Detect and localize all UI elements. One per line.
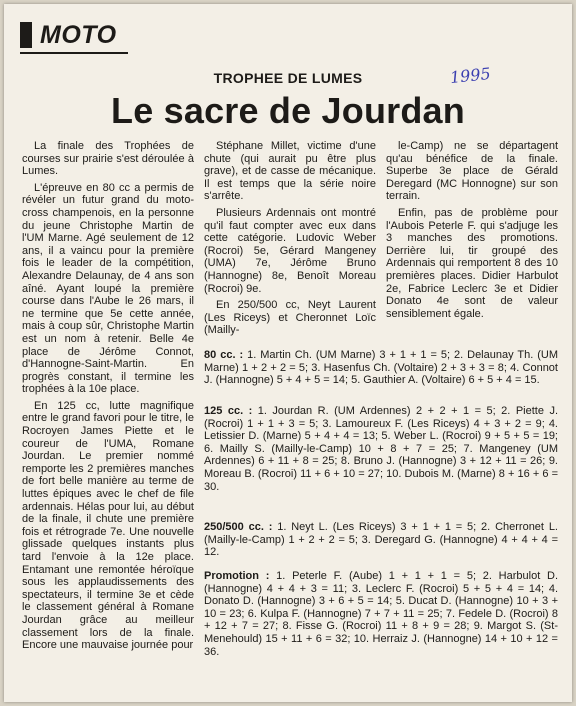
results-label: 125 cc. :	[204, 405, 253, 417]
results-250-500cc	[204, 521, 558, 559]
results-label: 250/500 cc. :	[204, 521, 273, 533]
section-label: MOTO	[40, 20, 117, 49]
results-label: 80 cc. :	[204, 349, 244, 361]
results-80cc	[204, 349, 558, 387]
results-125cc	[204, 405, 558, 493]
section-header	[20, 18, 126, 52]
article-paragraph: Stéphane Millet, victime d'une chute (qui aurait pu être plus grave), et de casse de mécanique. Il est temps que la série noire s'arrête.	[204, 140, 376, 203]
article-paragraph: L'épreuve en 80 cc a permis de révéler un futur grand du moto-cross champenois, en la personne du jeune Christophe Martin de l'UM Marne. Agé seulement de 12 ans, il a vaincu pour la première fois le leader de la compétition, Alexandre Delaunay, de 4 ans son aîné. Ayant loupé la première course dans l'Aube le 26 mars, il ne termine que 5e cette année, mais à coup sûr, Christophe Martin est un nom à retenir. Belle 4e place de Jérôme Connot, d'Hannogne-Saint-Martin. En progrès constant, il termine les trophées à la 10e place.	[22, 181, 194, 396]
newspaper-clipping	[4, 4, 572, 702]
headline: Le sacre de Jourdan	[111, 90, 465, 131]
section-bar-icon	[20, 22, 32, 48]
results-text: 1. Peterle F. (Aube) 1 + 1 + 1 = 5; 2. Harbulot D. (Hannogne) 4 + 4 + 3 = 11; 3. Leclerc F. (Rocroi) 5 + 5 + 4 = 14; 4. Donato D. (Hannogne) 3 + 6 + 5 = 14; 5. Ducat D. (Hannogne) 10 + 3 + 10 = 23; 6. Kulpa F. (Hannogne) 7 + 7 + 11 = 25; 7. Fedele D. (Rocroi) 8 + 12 + 7 = 27; 8. Fisse G. (Rocroi) 11 + 8 + 9 = 28; 9. Margot S. (St-Menehould) 15 + 11 + 6 = 32; 10. Herraiz J. (Hannogne) 14 + 10 + 12 = 36.	[204, 570, 558, 658]
article-paragraph: Plusieurs Ardennais ont montré qu'il faut compter avec eux dans cette catégorie. Ludovic Weber (Rocroi) 5e, Gérard Mangeney (UMA) 7e, Jérôme Bruno (Hannogne) 8e, Benoît Moreau (Rocroi) 9e.	[204, 206, 376, 295]
results-label: Promotion :	[204, 570, 270, 582]
article-paragraph: le-Camp) ne se départagent qu'au bénéfice de la finale. Superbe 3e place de Gérald Deregard (MC Honnogne) sur son terrain.	[386, 140, 558, 203]
article-paragraph: En 125 cc, lutte magnifique entre le grand favori pour le titre, le Rocroyen James Piette et le coureur de l'UMA, Romane Jourdan. Le premier nommé remporte les 2 premières manches de fort belle manière au terme de luttes épiques avec le chef de file ardennais. Hélas pour lui, au début de la finale, il chute une première fois et rétrograde 7e. Une nouvelle glissade quelques instants plus tard l'envoie à la 12e place. Entamant une remontée héroïque sous les applaudissements des spectateurs, il termine 3e et cède le classement général à Romane Jourdan grâce au meilleur classement lors de la finale. Encore une mauvaise journée pour	[22, 399, 194, 652]
results-promotion	[204, 570, 558, 658]
article-paragraph: La finale des Trophées de courses sur prairie s'est déroulée à Lumes.	[22, 140, 194, 178]
results-text: 1. Martin Ch. (UM Marne) 3 + 1 + 1 = 5; 2. Delaunay Th. (UM Marne) 1 + 2 + 2 = 5; 3. Hasenfus Ch. (Voltaire) 2 + 3 + 3 = 8; 4. Connot J. (Hannogne) 5 + 4 + 5 = 14; 5. Gauthier A. (Voltaire) 6 + 5 + 4 = 15.	[204, 349, 559, 387]
article-paragraph: En 250/500 cc, Neyt Laurent (Les Riceys) et Cheronnet Loïc (Mailly-	[204, 299, 376, 337]
section-rule	[20, 52, 128, 54]
kicker: TROPHEE DE LUMES	[213, 70, 363, 86]
results-text: 1. Neyt L. (Les Riceys) 3 + 1 + 1 = 5; 2. Cherronet L. (Mailly-le-Camp) 1 + 2 + 2 = 5; 3. Deregard G. (Hannogne) 4 + 4 + 4 = 12.	[204, 521, 558, 559]
handwritten-note: 1995	[449, 63, 492, 88]
article-column-1	[22, 140, 194, 656]
article-column-3	[386, 140, 558, 324]
article-column-2	[204, 140, 376, 341]
results-text: 1. Jourdan R. (UM Ardennes) 2 + 2 + 1 = 5; 2. Piette J. (Rocroi) 1 + 1 + 3 = 5; 3. Lamoureux F. (Les Riceys) 4 + 3 + 2 = 9; 4. Letissier D. (Marne) 5 + 4 + 4 = 13; 5. Weber L. (Rocroi) 9 + 5 + 5 = 19; 6. Mailly S. (Mailly-le-Camp) 10 + 8 + 7 = 25; 7. Mangeney (UM Ardennes) 6 + 11 + 8 = 25; 8. Bruno J. (Hannogne) 3 + 12 + 11 = 26; 9. Moreau B. (Rocroi) 11 + 6 + 10 = 27; 10. Dubois M. (Marne) 8 + 16 + 6 = 30.	[204, 405, 559, 493]
article-paragraph: Enfin, pas de problème pour l'Aubois Peterle F. qui s'adjuge les 3 manches des promotions. Derrière lui, tir groupé des Ardennais qui remportent 8 des 10 premières places. Didier Harbulot 2e, Fabrice Leclerc 3e et Didier Donato 4e sont de valeur sensiblement égale.	[386, 206, 558, 320]
